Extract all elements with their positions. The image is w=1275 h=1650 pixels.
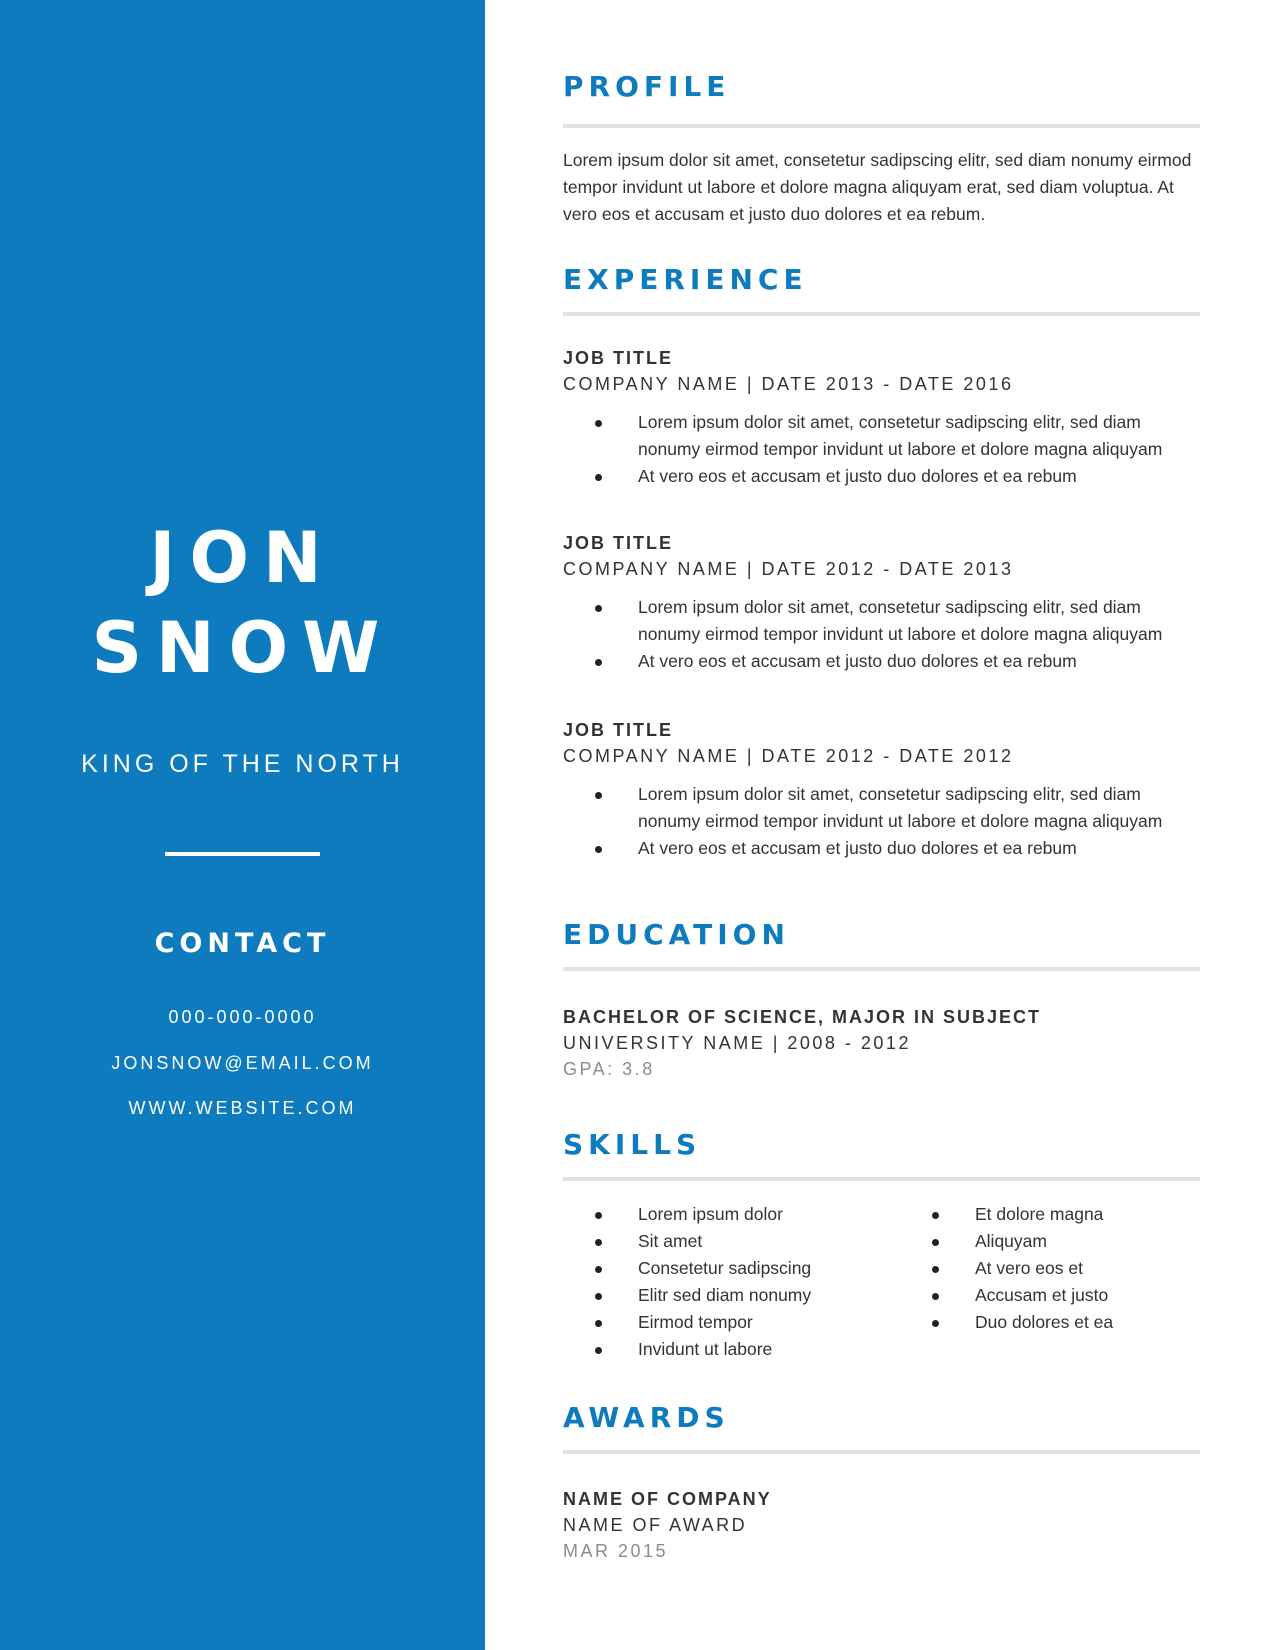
list-item	[900, 1228, 1220, 1255]
bullet-icon	[932, 1320, 939, 1327]
job-bullets	[563, 409, 1200, 490]
list-item	[563, 409, 1200, 463]
degree: BACHELOR OF SCIENCE, MAJOR IN SUBJECT	[563, 1007, 1042, 1027]
bullet-icon	[595, 1347, 602, 1354]
list-item	[563, 1336, 883, 1363]
contact-email[interactable]: JONSNOW@EMAIL.COM	[111, 1053, 374, 1073]
section-rule-skills	[563, 1177, 1200, 1181]
section-title-skills: SKILLS	[563, 1128, 702, 1161]
skill-text: Accusam et justo	[975, 1285, 1109, 1305]
skills-list-left	[563, 1201, 883, 1363]
list-item	[563, 781, 1200, 835]
bullet-icon	[595, 420, 602, 427]
bullet-icon	[932, 1293, 939, 1300]
bullet-text: Lorem ipsum dolor sit amet, consetetur sadipscing elitr, sed diam nonumy eirmod tempor invidunt ut labore et dolore magna aliquyam	[638, 784, 1163, 831]
school: UNIVERSITY NAME | 2008 - 2012	[563, 1033, 911, 1053]
award-name: NAME OF AWARD	[563, 1515, 748, 1535]
sidebar-divider	[165, 852, 320, 856]
section-rule-education	[563, 967, 1200, 971]
list-item	[563, 463, 1200, 490]
job-meta: COMPANY NAME | DATE 2012 - DATE 2013	[563, 559, 1014, 579]
award-date: MAR 2015	[563, 1541, 669, 1561]
list-item	[563, 1309, 883, 1336]
section-rule-profile	[563, 124, 1200, 128]
bullet-text: At vero eos et accusam et justo duo dolores et ea rebum	[638, 466, 1077, 486]
skill-text: At vero eos et	[975, 1258, 1083, 1278]
contact-website[interactable]: WWW.WEBSITE.COM	[128, 1098, 357, 1118]
bullet-icon	[595, 792, 602, 799]
bullet-text: At vero eos et accusam et justo duo dolores et ea rebum	[638, 838, 1077, 858]
bullet-icon	[595, 474, 602, 481]
list-item	[563, 1282, 883, 1309]
bullet-icon	[932, 1239, 939, 1246]
bullet-icon	[595, 1293, 602, 1300]
skill-text: Duo dolores et ea	[975, 1312, 1114, 1332]
skill-text: Lorem ipsum dolor	[638, 1204, 783, 1224]
list-item	[563, 648, 1200, 675]
section-title-awards: AWARDS	[563, 1401, 730, 1434]
section-rule-awards	[563, 1450, 1200, 1454]
section-title-experience: EXPERIENCE	[563, 263, 808, 296]
job-bullets	[563, 594, 1200, 675]
skill-text: Invidunt ut labore	[638, 1339, 773, 1359]
list-item	[900, 1255, 1220, 1282]
skill-text: Consetetur sadipscing	[638, 1258, 812, 1278]
section-title-profile: PROFILE	[563, 70, 731, 103]
job-title: JOB TITLE	[563, 348, 674, 368]
list-item	[563, 1228, 883, 1255]
list-item	[563, 1255, 883, 1282]
list-item	[900, 1309, 1220, 1336]
skill-text: Et dolore magna	[975, 1204, 1104, 1224]
bullet-icon	[595, 846, 602, 853]
job-title: JOB TITLE	[563, 533, 674, 553]
bullet-icon	[932, 1212, 939, 1219]
list-item	[900, 1282, 1220, 1309]
profile-text: Lorem ipsum dolor sit amet, consetetur sadipscing elitr, sed diam nonumy eirmod tempor invidunt ut labore et dolore magna aliquyam erat, sed diam voluptua. At vero eos et accusam et justo duo dolores et ea rebum.	[563, 150, 1192, 224]
gpa: GPA: 3.8	[563, 1059, 655, 1079]
sidebar	[0, 0, 485, 1650]
bullet-icon	[595, 659, 602, 666]
skill-text: Elitr sed diam nonumy	[638, 1285, 812, 1305]
bullet-text: At vero eos et accusam et justo duo dolores et ea rebum	[638, 651, 1077, 671]
list-item	[563, 835, 1200, 862]
job-bullets	[563, 781, 1200, 862]
job-meta: COMPANY NAME | DATE 2012 - DATE 2012	[563, 746, 1014, 766]
tagline: KING OF THE NORTH	[81, 750, 404, 778]
name-first: JON	[149, 517, 336, 599]
list-item	[900, 1201, 1220, 1228]
skill-text: Aliquyam	[975, 1231, 1047, 1251]
bullet-icon	[595, 1266, 602, 1273]
bullet-icon	[595, 1212, 602, 1219]
contact-heading: CONTACT	[154, 928, 331, 959]
bullet-icon	[595, 605, 602, 612]
job-meta: COMPANY NAME | DATE 2013 - DATE 2016	[563, 374, 1014, 394]
award-company: NAME OF COMPANY	[563, 1489, 772, 1509]
bullet-icon	[595, 1239, 602, 1246]
section-title-education: EDUCATION	[563, 918, 790, 951]
contact-phone: 000-000-0000	[168, 1007, 317, 1027]
skill-text: Sit amet	[638, 1231, 703, 1251]
skill-text: Eirmod tempor	[638, 1312, 753, 1332]
bullet-icon	[595, 1320, 602, 1327]
list-item	[563, 594, 1200, 648]
name-last: SNOW	[91, 607, 394, 689]
bullet-icon	[932, 1266, 939, 1273]
skills-list-right	[900, 1201, 1220, 1336]
bullet-text: Lorem ipsum dolor sit amet, consetetur sadipscing elitr, sed diam nonumy eirmod tempor invidunt ut labore et dolore magna aliquyam	[638, 597, 1163, 644]
section-rule-experience	[563, 312, 1200, 316]
bullet-text: Lorem ipsum dolor sit amet, consetetur sadipscing elitr, sed diam nonumy eirmod tempor invidunt ut labore et dolore magna aliquyam	[638, 412, 1163, 459]
list-item	[563, 1201, 883, 1228]
job-title: JOB TITLE	[563, 720, 674, 740]
